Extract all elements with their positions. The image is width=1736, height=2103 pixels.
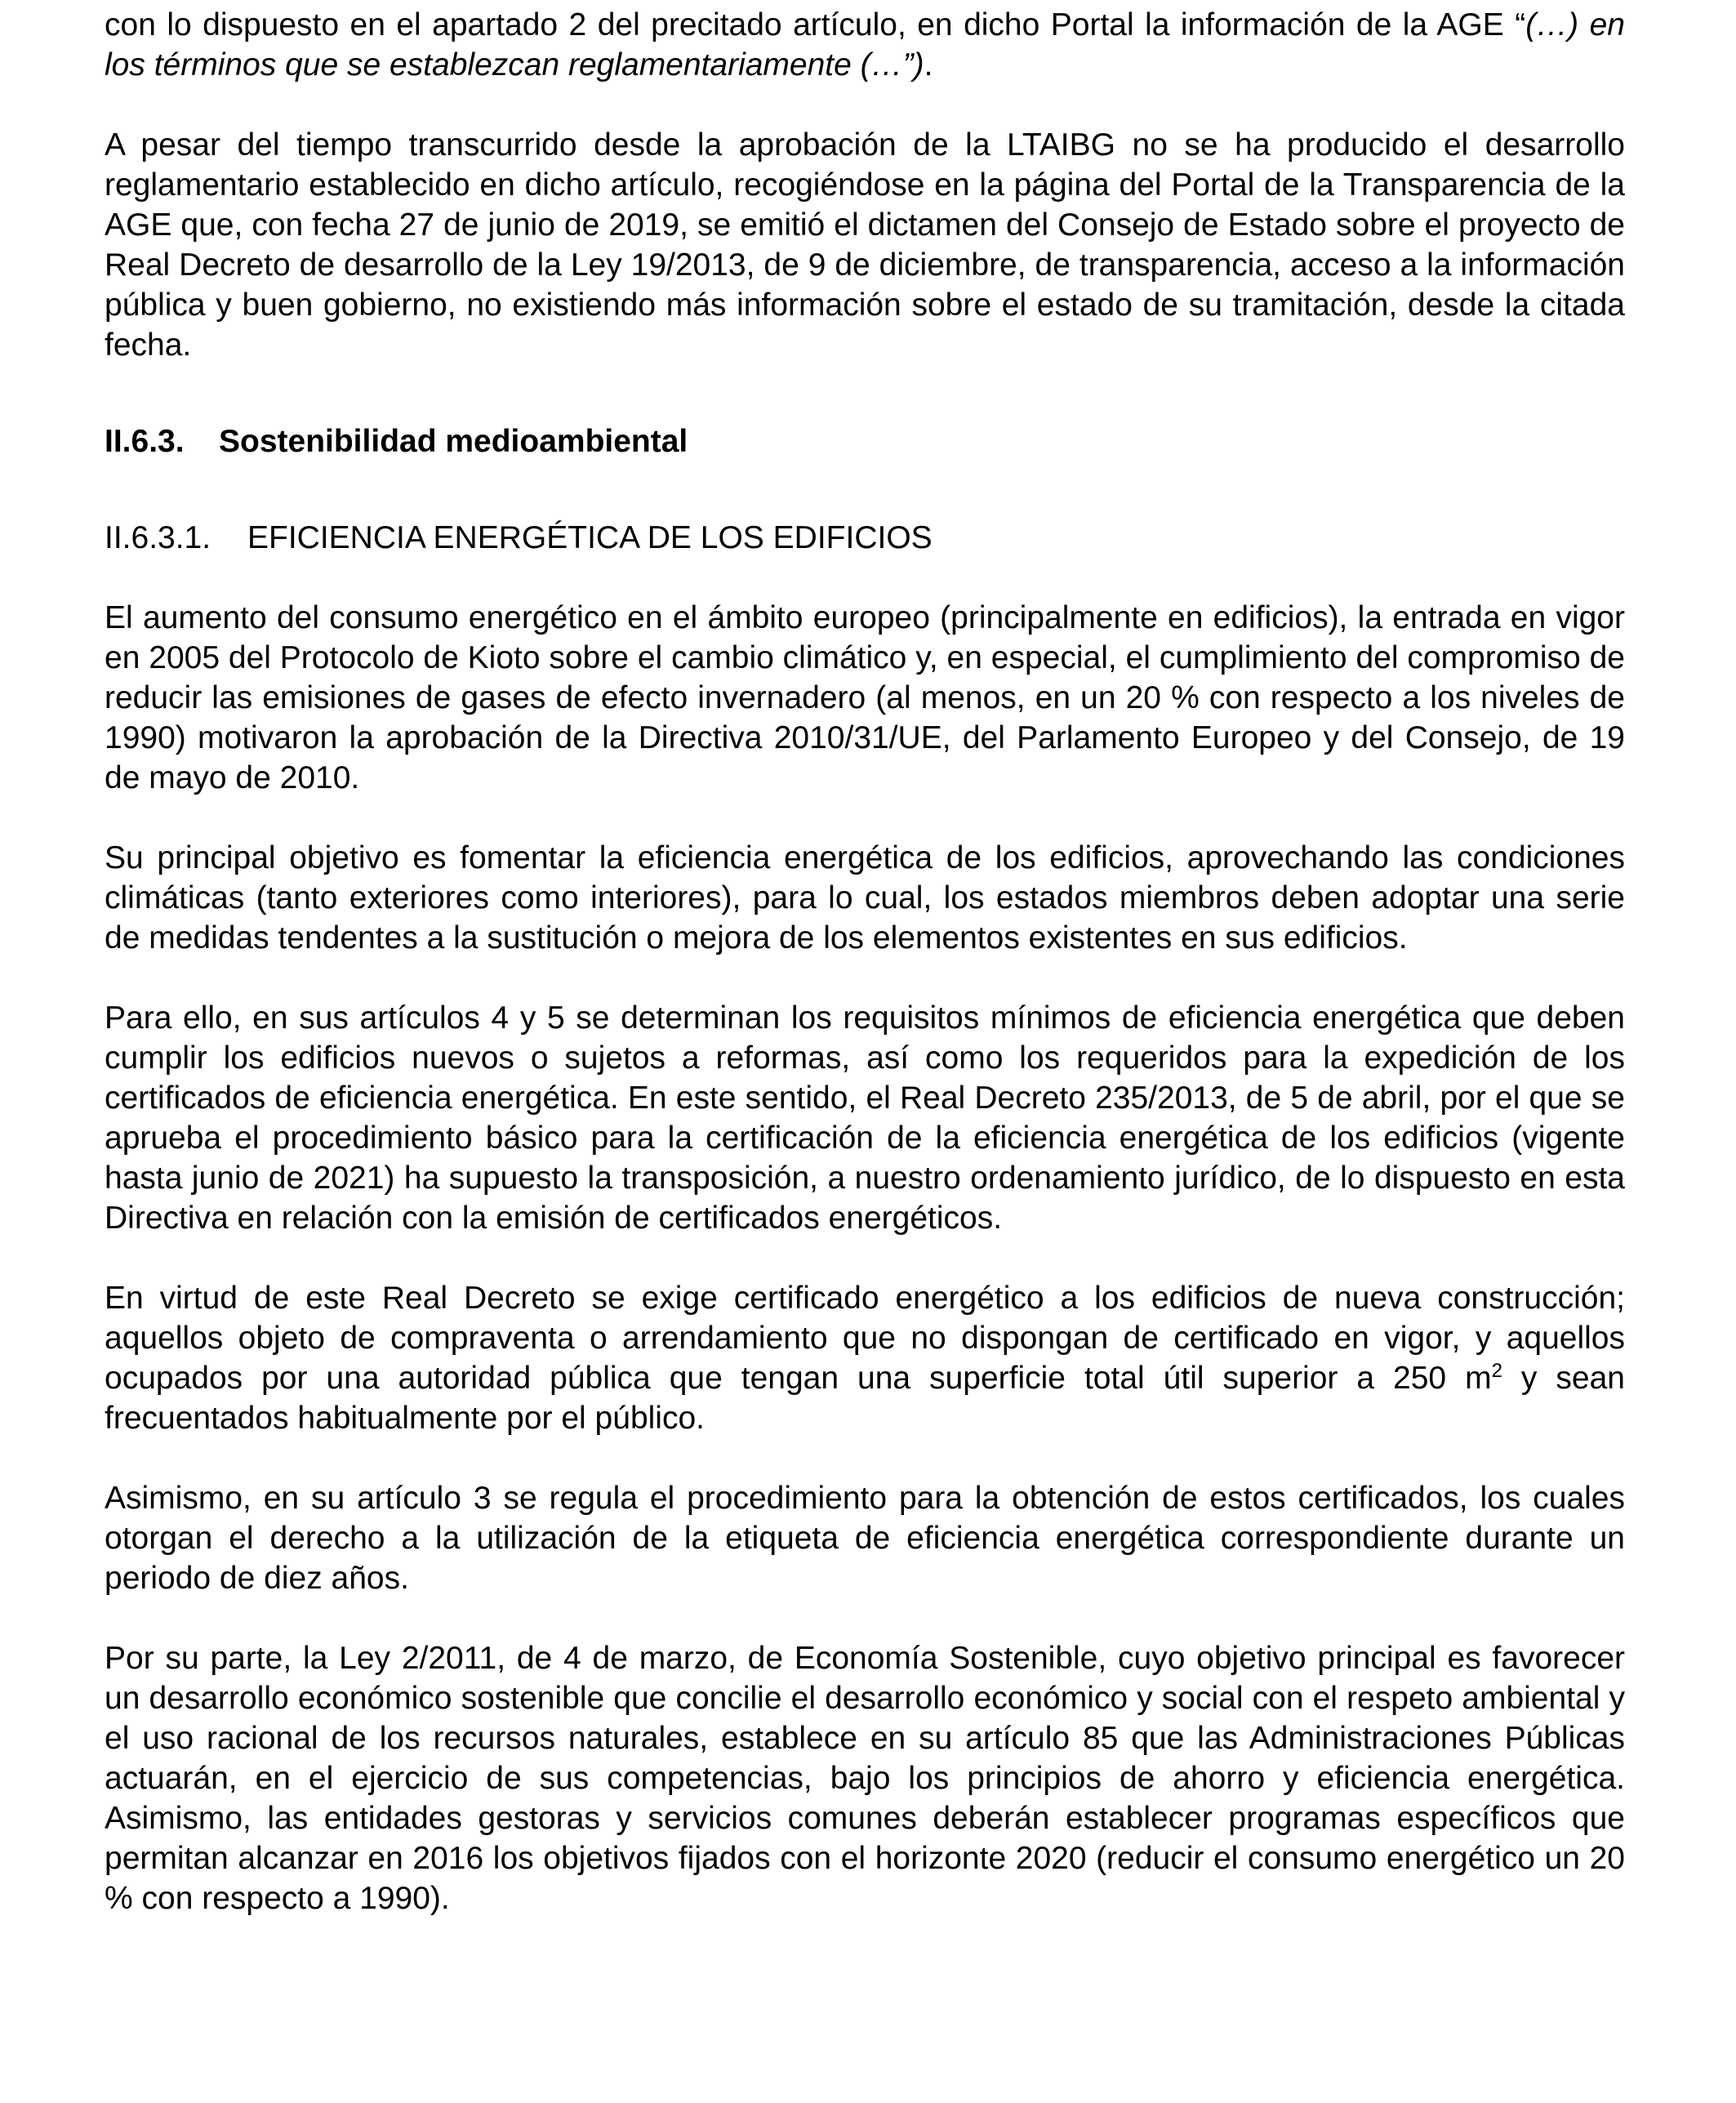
text: y sean frecuentados habitualmente por el público. — [105, 1361, 1625, 1436]
subsection-title: EFICIENCIA ENERGÉTICA DE LOS EDIFICIOS — [247, 520, 933, 555]
section-number: II.6.3. — [105, 424, 185, 459]
text: En virtud de este Real Decreto se exige certificado energético a los edificios de nueva construcción; aquellos objeto de compraventa o arrendamiento que no dispongan de certificado en vigor, y aquellos ocupados por una autoridad pública que tengan una superficie total útil superior a 250 m — [105, 1281, 1625, 1396]
subsection-number: II.6.3.1. — [105, 520, 211, 555]
paragraph: Por su parte, la Ley 2/2011, de 4 de marzo, de Economía Sostenible, cuyo objetivo principal es favorecer un desarrollo económico sostenible que concilie el desarrollo económico y social con el respeto ambiental y el uso racional de los recursos naturales, establece en su artículo 85 que las Administraciones Públicas actuarán, en el ejercicio de sus competencias, bajo los principios de ahorro y eficiencia energética. Asimismo, las entidades gestoras y servicios comunes deberán establecer programas específicos que permitan alcanzar en 2016 los objetivos fijados con el horizonte 2020 (reducir el consumo energético un 20 % con respecto a 1990). — [105, 1641, 1625, 1916]
section-title: Sostenibilidad medioambiental — [219, 424, 688, 459]
paragraph: Su principal objetivo es fomentar la eficiencia energética de los edificios, aprovechando las condiciones climáticas (tanto exteriores como interiores), para lo cual, los estados miembros deben adoptar una serie de medidas tendentes a la sustitución o mejora de los elementos existentes en sus edificios. — [105, 840, 1625, 956]
italic-quote: (…) en los términos que se establezcan reglamentariamente (…”) — [105, 7, 1625, 82]
document-page — [105, 5, 1625, 1958]
paragraph: Asimismo, en su artículo 3 se regula el procedimiento para la obtención de estos certificados, los cuales otorgan el derecho a la utilización de la etiqueta de eficiencia energética correspondiente durante un periodo de diez años. — [105, 1481, 1625, 1596]
paragraph-reglamento: A pesar del tiempo transcurrido desde la aprobación de la LTAIBG no se ha producido el desarrollo reglamentario establecido en dicho artículo, recogiéndose en la página del Portal de la Transparencia de la AGE que, con fecha 27 de junio de 2019, se emitió el dictamen del Consejo de Estado sobre el proyecto de Real Decreto de desarrollo de la Ley 19/2013, de 9 de diciembre, de transparencia, acceso a la información pública y buen gobierno, no existiendo más información sobre el estado de su tramitación, desde la citada fecha. — [105, 127, 1625, 363]
subsection-heading — [105, 518, 1625, 558]
superscript: 2 — [1491, 1360, 1502, 1382]
paragraph: El aumento del consumo energético en el ámbito europeo (principalmente en edificios), la entrada en vigor en 2005 del Protocolo de Kioto sobre el cambio climático y, en especial, el cumplimiento del compromiso de reducir las emisiones de gases de efecto invernadero (al menos, en un 20 % con respecto a los niveles de 1990) motivaron la aprobación de la Directiva 2010/31/UE, del Parlamento Europeo y del Consejo, de 19 de mayo de 2010. — [105, 600, 1625, 795]
section-heading — [105, 421, 1625, 461]
paragraph-portal-info — [105, 5, 1625, 85]
text: con lo dispuesto en el apartado 2 del precitado artículo, en dicho Portal la información de la AGE “ — [105, 7, 1526, 42]
text: . — [924, 47, 933, 82]
paragraph: Para ello, en sus artículos 4 y 5 se determinan los requisitos mínimos de eficiencia energética que deben cumplir los edificios nuevos o sujetos a reformas, así como los requeridos para la expedición de los certificados de eficiencia energética. En este sentido, el Real Decreto 235/2013, de 5 de abril, por el que se aprueba el procedimiento básico para la certificación de la eficiencia energética de los edificios (vigente hasta junio de 2021) ha supuesto la transposición, a nuestro ordenamiento jurídico, de lo dispuesto en esta Directiva en relación con la emisión de certificados energéticos. — [105, 1000, 1625, 1236]
paragraph — [105, 1278, 1625, 1438]
